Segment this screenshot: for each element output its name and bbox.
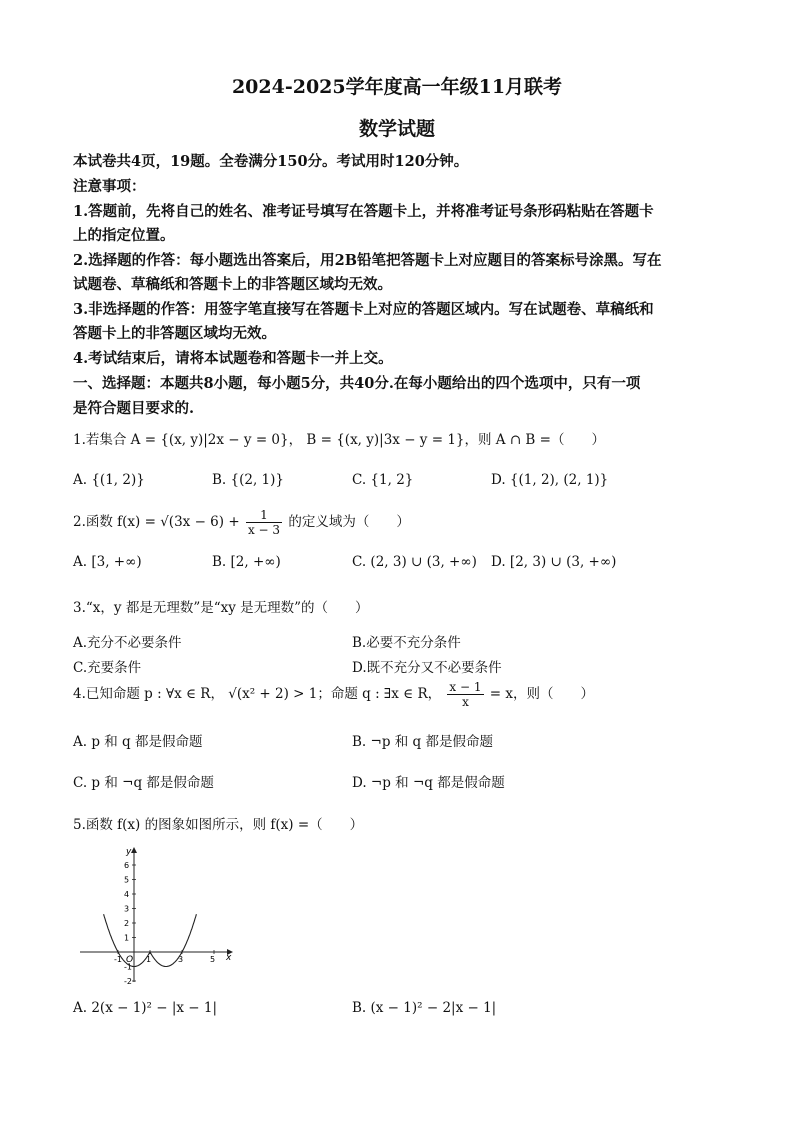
- q4-option-a: A. p 和 q 都是假命题: [73, 734, 203, 750]
- q4-option-b: B. ¬p 和 q 都是假命题: [352, 734, 493, 750]
- x-axis-label: x: [226, 953, 232, 963]
- q4-option-d: D. ¬p 和 ¬q 都是假命题: [352, 775, 505, 791]
- q2-option-b: B. [2, +∞): [212, 554, 281, 570]
- q2-fraction: [246, 508, 282, 537]
- notice-2a: 2.选择题的作答：每小题选出答案后，用2B铅笔把答题卡上对应题目的答案标号涂黑。写在: [73, 252, 662, 269]
- q2-fraction-num: 1: [246, 508, 282, 523]
- q3-option-b: B.必要不充分条件: [352, 635, 461, 651]
- q1-option-a: A. {(1, 2)}: [73, 472, 145, 488]
- q1-option-d: D. {(1, 2), (2, 1)}: [491, 472, 609, 488]
- q4-fraction-den: x: [462, 695, 469, 709]
- q2-option-d: D. [2, 3) ∪ (3, +∞): [491, 554, 617, 570]
- q4-stem-suffix: = x，则（ ）: [489, 686, 595, 702]
- q5-option-a: A. 2(x − 1)² − |x − 1|: [73, 1000, 218, 1016]
- y-tick-label: -1: [124, 962, 132, 972]
- q2-fraction-den: x − 3: [247, 523, 281, 537]
- notice-2b: 试题卷、草稿纸和答题卡上的非答题区域均无效。: [73, 276, 392, 293]
- q4-fraction-num: x − 1: [449, 680, 482, 694]
- q1-stem: 1.若集合 A = {(x, y)|2x − y = 0}， B = {(x, y)|3x − y = 1}，则 A ∩ B =（ ）: [73, 432, 605, 448]
- notice-4: 4.考试结束后，请将本试题卷和答题卡一并上交。: [73, 350, 393, 367]
- q1-option-c: C. {1, 2}: [352, 472, 414, 488]
- x-tick-label: 3: [178, 955, 184, 964]
- q4-stem-prefix: 4.已知命题 p : ∀x ∈ R， √(x² + 2) > 1；命题 q : ∃x ∈ R，: [73, 686, 442, 702]
- notice-title: 注意事项：: [73, 178, 146, 195]
- q2-option-a: A. [3, +∞): [73, 554, 142, 570]
- y-tick-label: 4: [124, 890, 130, 899]
- section1-heading-a: 一、选择题：本题共8小题，每小题5分，共40分.在每小题给出的四个选项中，只有一项: [73, 375, 641, 392]
- y-axis-label: y: [126, 847, 132, 857]
- page-subtitle: 数学试题: [358, 118, 435, 140]
- q4-option-c: C. p 和 ¬q 都是假命题: [73, 775, 214, 791]
- q3-option-c: C.充要条件: [73, 660, 142, 676]
- y-tick-label: 6: [124, 861, 130, 870]
- notice-1a: 1.答题前，先将自己的姓名、准考证号填写在答题卡上，并将准考证号条形码粘贴在答题卡: [73, 203, 654, 220]
- x-tick-label: -1: [114, 955, 122, 964]
- q5-option-b: B. (x − 1)² − 2|x − 1|: [352, 1000, 497, 1016]
- q4-stem: [73, 680, 594, 709]
- q1-option-b: B. {(2, 1)}: [212, 472, 284, 488]
- y-tick-label: 1: [124, 933, 130, 943]
- x-tick-label: 5: [210, 955, 216, 964]
- notice-1b: 上的指定位置。: [73, 227, 175, 244]
- q4-fraction: [447, 680, 483, 709]
- y-tick-label: 2: [124, 919, 130, 928]
- section1-heading-b: 是符合题目要求的.: [73, 400, 195, 417]
- x-tick-label: 1: [146, 955, 152, 964]
- y-tick-label: 5: [124, 875, 130, 885]
- q2-stem-suffix: 的定义域为（ ）: [288, 514, 410, 530]
- y-tick-label: 3: [124, 904, 130, 914]
- function-graph: [76, 842, 236, 984]
- q2-stem: [73, 508, 410, 537]
- page-title: 2024-2025学年度高一年级11月联考: [231, 76, 563, 98]
- q3-stem: 3.“x，y 都是无理数”是“xy 是无理数”的（ ）: [73, 600, 369, 616]
- notice-3b: 答题卡上的非答题区域均无效。: [73, 325, 276, 342]
- q5-stem: 5.函数 f(x) 的图象如图所示，则 f(x) =（ ）: [73, 817, 364, 833]
- exam-info: 本试卷共4页，19题。全卷满分150分。考试用时120分钟。: [73, 153, 469, 170]
- origin-label: O: [126, 955, 134, 965]
- q2-stem-prefix: 2.函数 f(x) = √(3x − 6) +: [73, 514, 240, 530]
- notice-3a: 3.非选择题的作答：用签字笔直接写在答题卡上对应的答题区域内。写在试题卷、草稿纸和: [73, 301, 654, 318]
- q2-option-c: C. (2, 3) ∪ (3, +∞): [352, 554, 477, 570]
- y-tick-label: -2: [124, 977, 132, 984]
- q3-option-d: D.既不充分又不必要条件: [352, 660, 502, 676]
- q3-option-a: A.充分不必要条件: [73, 635, 182, 651]
